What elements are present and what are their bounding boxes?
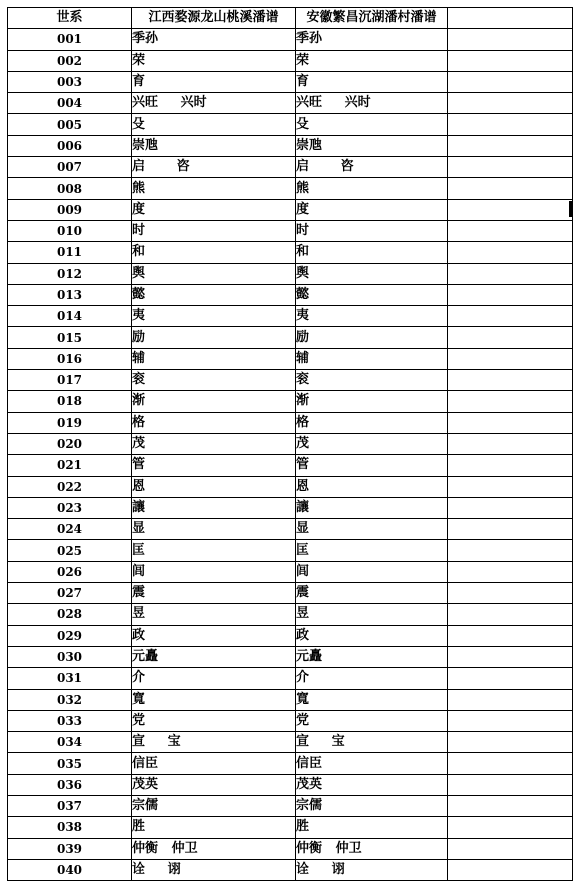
table-row — [8, 646, 573, 667]
table-row — [8, 476, 573, 497]
generation-cell: 016 — [8, 348, 132, 369]
header-jiangxi-wuyuan-pedigree: 江西婺源龙山桃溪潘谱 — [132, 8, 296, 29]
jiangxi-name-cell: 讓 — [132, 497, 296, 518]
anhui-name-cell: 懿 — [296, 284, 448, 305]
generation-cell: 005 — [8, 114, 132, 135]
anhui-name-cell: 党 — [296, 710, 448, 731]
jiangxi-name-cell: 诠 诩 — [132, 859, 296, 880]
empty-cell — [448, 646, 573, 667]
table-row — [8, 689, 573, 710]
anhui-name-cell: 崇虺 — [296, 135, 448, 156]
table-row — [8, 263, 573, 284]
anhui-name-cell: 胜 — [296, 817, 448, 838]
table-row — [8, 561, 573, 582]
generation-cell: 012 — [8, 263, 132, 284]
anhui-name-cell: 昱 — [296, 604, 448, 625]
anhui-name-cell: 匡 — [296, 540, 448, 561]
jiangxi-name-cell: 时 — [132, 220, 296, 241]
jiangxi-name-cell: 管 — [132, 455, 296, 476]
empty-cell — [448, 71, 573, 92]
table-row — [8, 199, 573, 220]
generation-cell: 001 — [8, 29, 132, 50]
anhui-name-cell: 寬 — [296, 689, 448, 710]
empty-cell — [448, 157, 573, 178]
anhui-name-cell: 时 — [296, 220, 448, 241]
table-row — [8, 157, 573, 178]
table-row — [8, 412, 573, 433]
anhui-name-cell: 宣 宝 — [296, 732, 448, 753]
anhui-name-cell: 介 — [296, 668, 448, 689]
anhui-name-cell: 殳 — [296, 114, 448, 135]
generation-cell: 030 — [8, 646, 132, 667]
table-row — [8, 817, 573, 838]
table-header-row — [8, 8, 573, 29]
jiangxi-name-cell: 育 — [132, 71, 296, 92]
generation-cell: 035 — [8, 753, 132, 774]
table-row — [8, 540, 573, 561]
text-cursor-mark — [569, 201, 572, 217]
table-row — [8, 668, 573, 689]
jiangxi-name-cell: 度 — [132, 199, 296, 220]
generation-cell: 022 — [8, 476, 132, 497]
anhui-name-cell: 元矗 — [296, 646, 448, 667]
generation-cell: 018 — [8, 391, 132, 412]
anhui-name-cell: 辅 — [296, 348, 448, 369]
generation-cell: 037 — [8, 795, 132, 816]
generation-cell: 004 — [8, 93, 132, 114]
table-row — [8, 242, 573, 263]
empty-cell — [448, 604, 573, 625]
table-row — [8, 50, 573, 71]
generation-cell: 036 — [8, 774, 132, 795]
jiangxi-name-cell: 茂 — [132, 433, 296, 454]
jiangxi-name-cell: 季孙 — [132, 29, 296, 50]
anhui-name-cell: 度 — [296, 199, 448, 220]
anhui-name-cell: 衮 — [296, 370, 448, 391]
anhui-name-cell: 管 — [296, 455, 448, 476]
table-row — [8, 604, 573, 625]
empty-cell — [448, 689, 573, 710]
jiangxi-name-cell: 荣 — [132, 50, 296, 71]
jiangxi-name-cell: 显 — [132, 519, 296, 540]
generation-cell: 040 — [8, 859, 132, 880]
anhui-name-cell: 震 — [296, 583, 448, 604]
anhui-name-cell: 兴旺 兴时 — [296, 93, 448, 114]
anhui-name-cell: 宗儒 — [296, 795, 448, 816]
jiangxi-name-cell: 信臣 — [132, 753, 296, 774]
anhui-name-cell: 启 咨 — [296, 157, 448, 178]
anhui-name-cell: 信臣 — [296, 753, 448, 774]
generation-cell: 013 — [8, 284, 132, 305]
anhui-name-cell: 诠 诩 — [296, 859, 448, 880]
table-row — [8, 29, 573, 50]
table-row — [8, 348, 573, 369]
jiangxi-name-cell: 夷 — [132, 306, 296, 327]
generation-cell: 032 — [8, 689, 132, 710]
generation-cell: 028 — [8, 604, 132, 625]
generation-cell: 033 — [8, 710, 132, 731]
empty-cell — [448, 242, 573, 263]
table-row — [8, 732, 573, 753]
jiangxi-name-cell: 励 — [132, 327, 296, 348]
empty-cell — [448, 391, 573, 412]
empty-cell — [448, 220, 573, 241]
generation-cell: 029 — [8, 625, 132, 646]
generation-cell: 039 — [8, 838, 132, 859]
generation-cell: 023 — [8, 497, 132, 518]
jiangxi-name-cell: 渐 — [132, 391, 296, 412]
jiangxi-name-cell: 格 — [132, 412, 296, 433]
generation-cell: 010 — [8, 220, 132, 241]
table-row — [8, 455, 573, 476]
anhui-name-cell: 政 — [296, 625, 448, 646]
jiangxi-name-cell: 匡 — [132, 540, 296, 561]
empty-cell — [448, 178, 573, 199]
empty-cell — [448, 583, 573, 604]
empty-cell — [448, 625, 573, 646]
empty-cell — [448, 710, 573, 731]
table-row — [8, 284, 573, 305]
header-empty — [448, 8, 573, 29]
anhui-name-cell: 夷 — [296, 306, 448, 327]
table-body — [8, 29, 573, 881]
empty-cell — [448, 540, 573, 561]
generation-cell: 034 — [8, 732, 132, 753]
empty-cell — [448, 114, 573, 135]
jiangxi-name-cell: 闾 — [132, 561, 296, 582]
empty-cell — [448, 795, 573, 816]
empty-cell — [448, 433, 573, 454]
anhui-name-cell: 闾 — [296, 561, 448, 582]
jiangxi-name-cell: 恩 — [132, 476, 296, 497]
generation-cell: 015 — [8, 327, 132, 348]
anhui-name-cell: 励 — [296, 327, 448, 348]
generation-cell: 038 — [8, 817, 132, 838]
anhui-name-cell: 茂英 — [296, 774, 448, 795]
header-anhui-fanchang-pedigree: 安徽繁昌沉湖潘村潘谱 — [296, 8, 448, 29]
generation-cell: 007 — [8, 157, 132, 178]
empty-cell — [448, 50, 573, 71]
table-row — [8, 327, 573, 348]
table-row — [8, 753, 573, 774]
generation-cell: 017 — [8, 370, 132, 391]
table-row — [8, 625, 573, 646]
jiangxi-name-cell: 昱 — [132, 604, 296, 625]
empty-cell — [448, 263, 573, 284]
jiangxi-name-cell: 衮 — [132, 370, 296, 391]
empty-cell — [448, 817, 573, 838]
generation-cell: 003 — [8, 71, 132, 92]
jiangxi-name-cell: 茂英 — [132, 774, 296, 795]
anhui-name-cell: 仲衡 仲卫 — [296, 838, 448, 859]
jiangxi-name-cell: 胜 — [132, 817, 296, 838]
generation-cell: 025 — [8, 540, 132, 561]
anhui-name-cell: 茂 — [296, 433, 448, 454]
empty-cell — [448, 29, 573, 50]
empty-cell — [448, 327, 573, 348]
generation-cell: 026 — [8, 561, 132, 582]
generation-cell: 027 — [8, 583, 132, 604]
empty-cell — [448, 838, 573, 859]
table-row — [8, 838, 573, 859]
jiangxi-name-cell: 介 — [132, 668, 296, 689]
empty-cell — [448, 455, 573, 476]
generation-cell: 021 — [8, 455, 132, 476]
empty-cell — [448, 476, 573, 497]
empty-cell — [448, 519, 573, 540]
empty-cell — [448, 348, 573, 369]
empty-cell — [448, 93, 573, 114]
table-row — [8, 710, 573, 731]
empty-cell — [448, 561, 573, 582]
table-row — [8, 370, 573, 391]
empty-cell — [448, 284, 573, 305]
table-row — [8, 433, 573, 454]
jiangxi-name-cell: 殳 — [132, 114, 296, 135]
generation-cell: 011 — [8, 242, 132, 263]
table-row — [8, 71, 573, 92]
table-row — [8, 135, 573, 156]
anhui-name-cell: 季孙 — [296, 29, 448, 50]
jiangxi-name-cell: 兴旺 兴时 — [132, 93, 296, 114]
empty-cell — [448, 199, 573, 220]
generation-cell: 008 — [8, 178, 132, 199]
jiangxi-name-cell: 和 — [132, 242, 296, 263]
jiangxi-name-cell: 辅 — [132, 348, 296, 369]
table-row — [8, 391, 573, 412]
table-row — [8, 519, 573, 540]
generation-cell: 009 — [8, 199, 132, 220]
table-row — [8, 774, 573, 795]
table-row — [8, 114, 573, 135]
generation-cell: 006 — [8, 135, 132, 156]
jiangxi-name-cell: 启 咨 — [132, 157, 296, 178]
generation-cell: 020 — [8, 433, 132, 454]
table-row — [8, 795, 573, 816]
empty-cell — [448, 774, 573, 795]
jiangxi-name-cell: 宗儒 — [132, 795, 296, 816]
generation-cell: 014 — [8, 306, 132, 327]
anhui-name-cell: 渐 — [296, 391, 448, 412]
empty-cell — [448, 370, 573, 391]
empty-cell — [448, 497, 573, 518]
jiangxi-name-cell: 仲衡 仲卫 — [132, 838, 296, 859]
anhui-name-cell: 和 — [296, 242, 448, 263]
empty-cell — [448, 732, 573, 753]
anhui-name-cell: 荣 — [296, 50, 448, 71]
jiangxi-name-cell: 元矗 — [132, 646, 296, 667]
anhui-name-cell: 恩 — [296, 476, 448, 497]
empty-cell — [448, 135, 573, 156]
jiangxi-name-cell: 舆 — [132, 263, 296, 284]
genealogy-comparison-table — [7, 7, 573, 881]
empty-cell — [448, 753, 573, 774]
anhui-name-cell: 显 — [296, 519, 448, 540]
anhui-name-cell: 熊 — [296, 178, 448, 199]
empty-cell — [448, 859, 573, 880]
header-generation: 世系 — [8, 8, 132, 29]
generation-cell: 002 — [8, 50, 132, 71]
anhui-name-cell: 育 — [296, 71, 448, 92]
jiangxi-name-cell: 政 — [132, 625, 296, 646]
anhui-name-cell: 讓 — [296, 497, 448, 518]
jiangxi-name-cell: 震 — [132, 583, 296, 604]
anhui-name-cell: 舆 — [296, 263, 448, 284]
table-row — [8, 306, 573, 327]
jiangxi-name-cell: 寬 — [132, 689, 296, 710]
table-row — [8, 178, 573, 199]
table-row — [8, 497, 573, 518]
jiangxi-name-cell: 崇虺 — [132, 135, 296, 156]
jiangxi-name-cell: 熊 — [132, 178, 296, 199]
anhui-name-cell: 格 — [296, 412, 448, 433]
jiangxi-name-cell: 懿 — [132, 284, 296, 305]
empty-cell — [448, 668, 573, 689]
table-row — [8, 583, 573, 604]
table-row — [8, 93, 573, 114]
generation-cell: 024 — [8, 519, 132, 540]
generation-cell: 019 — [8, 412, 132, 433]
table-row — [8, 859, 573, 880]
empty-cell — [448, 412, 573, 433]
generation-cell: 031 — [8, 668, 132, 689]
empty-cell — [448, 306, 573, 327]
table-row — [8, 220, 573, 241]
jiangxi-name-cell: 党 — [132, 710, 296, 731]
jiangxi-name-cell: 宣 宝 — [132, 732, 296, 753]
